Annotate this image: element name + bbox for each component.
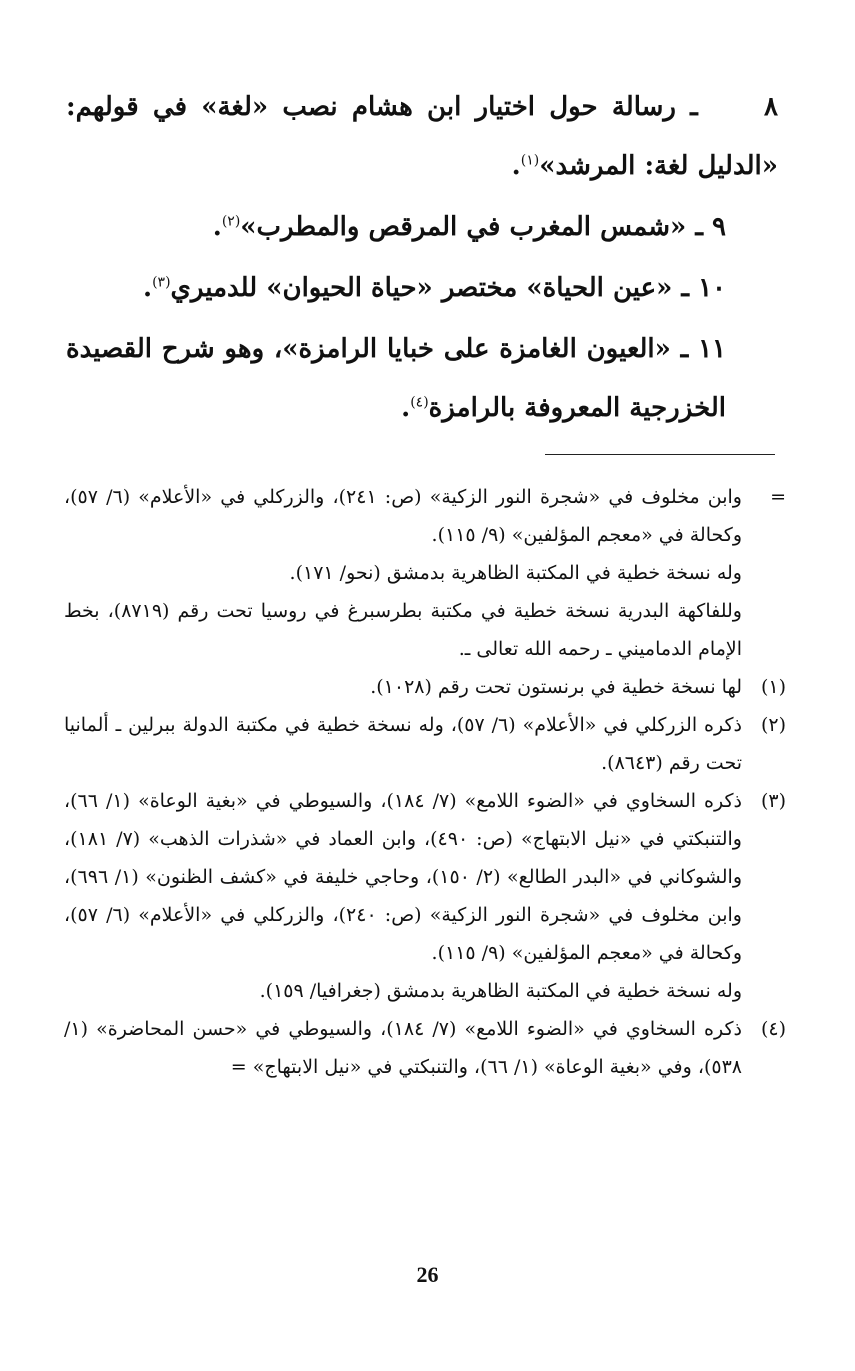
page-number: 26 xyxy=(416,1262,439,1287)
footnote-continuation xyxy=(64,478,786,668)
footnote-line: وله نسخة خطية في المكتبة الظاهرية بدمشق (نحو/ ١٧١). xyxy=(289,562,742,584)
footnote-separator xyxy=(545,454,775,455)
main-text xyxy=(66,78,778,440)
footnote-3 xyxy=(64,782,786,1010)
list-item-8: ٨ ـ رسالة حول اختيار ابن هشام نصب «لغة» في قولهم: «الدليل لغة: المرشد»$^{(١)}$. xyxy=(66,92,778,181)
footnote-2 xyxy=(64,706,786,782)
continuation-marker: = xyxy=(770,486,786,508)
footnote-marker: (١) xyxy=(760,676,786,698)
footnote-ref-2[interactable]: (٢) xyxy=(221,213,241,230)
footnote-marker: (٤) xyxy=(760,1018,786,1040)
footnote-ref-4[interactable]: (٤) xyxy=(410,394,429,411)
footnote-line: ذكره الزركلي في «الأعلام» (٦/ ٥٧)، وله نسخة خطية في مكتبة الدولة ببرلين ـ ألمانيا تحت رقم (٨٦٤٣). xyxy=(64,714,742,774)
footnote-line: وابن مخلوف في «شجرة النور الزكية» (ص: ٢٤١)، والزركلي في «الأعلام» (٦/ ٥٧)، وكحالة في «معجم المؤلفين» (٩/ ١١٥). xyxy=(64,486,742,546)
footnote-marker: (٢) xyxy=(760,714,786,736)
footnote-line: وله نسخة خطية في المكتبة الظاهرية بدمشق (جغرافيا/ ١٥٩). xyxy=(259,980,742,1002)
footnote-1 xyxy=(64,668,786,706)
list-item-10: ١٠ ـ «عين الحياة» مختصر «حياة الحيوان» للدميري$^{(٣)}$. xyxy=(143,273,726,303)
footnote-line: لها نسخة خطية في برنستون تحت رقم (١٠٢٨). xyxy=(370,676,742,698)
footnote-ref-3[interactable]: (٣) xyxy=(152,274,171,291)
list-item-11: ١١ ـ «العيون الغامزة على خبايا الرامزة»، وهو شرح القصيدة الخزرجية المعروفة بالرامزة$^{(٤)}$. xyxy=(66,334,726,423)
footnotes xyxy=(64,478,786,1086)
footnote-line: ذكره السخاوي في «الضوء اللامع» (٧/ ١٨٤)، والسيوطي في «بغية الوعاة» (١/ ٦٦)، والتنبكتي في «نيل الابتهاج» (ص: ٤٩٠)، وابن العماد في «شذرات الذهب» (٧/ ١٨١)، والشوكاني في «البدر الطالع» (٢/ ١٥٠)، وحاجي خليفة في «كشف الظنون» (١/ ٦٩٦)، وابن مخلوف في «شجرة النور الزكية» (ص: ٢٤٠)، والزركلي في «الأعلام» (٦/ ٥٧)، وكحالة في «معجم المؤلفين» (٩/ ١١٥). xyxy=(64,790,742,964)
list-item-9: ٩ ـ «شمس المغرب في المرقص والمطرب»$^{(٢)}$. xyxy=(212,212,726,242)
footnote-4 xyxy=(64,1010,786,1086)
footnote-line: ذكره السخاوي في «الضوء اللامع» (٧/ ١٨٤)، والسيوطي في «حسن المحاضرة» (١/ ٥٣٨)، وفي «بغية الوعاة» (١/ ٦٦)، والتنبكتي في «نيل الابتهاج» = xyxy=(64,1018,742,1078)
footnote-line: وللفاكهة البدرية نسخة خطية في مكتبة بطرسبرغ في روسيا تحت رقم (٨٧١٩)، بخط الإمام الدماميني ـ رحمه الله تعالى ـ. xyxy=(64,600,742,660)
footnote-ref-1[interactable]: (١) xyxy=(520,152,540,169)
footnote-marker: (٣) xyxy=(760,790,786,812)
